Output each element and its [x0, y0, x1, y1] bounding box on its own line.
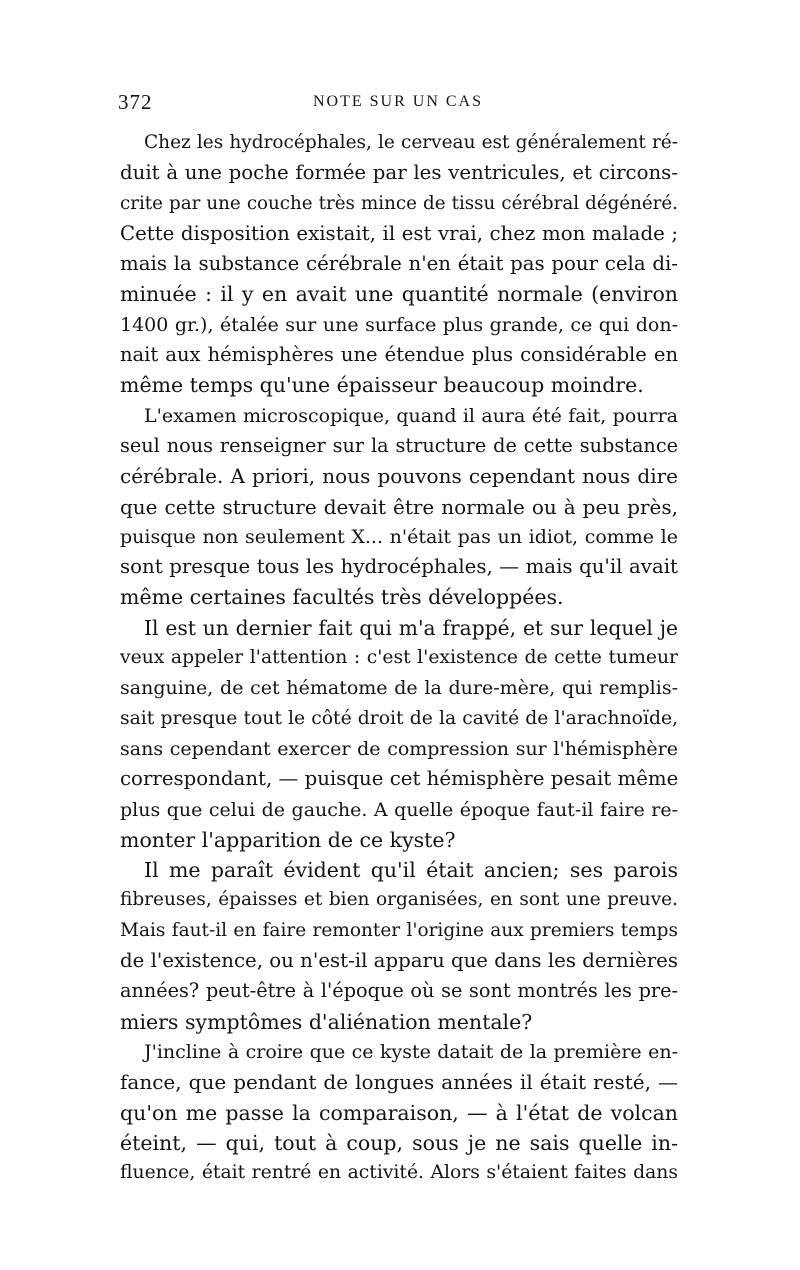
text-line: sans cependant exercer de compression sur l'hémisphère: [120, 737, 678, 760]
body-text: [120, 128, 678, 1188]
text-line: plus que celui de gauche. A quelle époque faut-il faire re-: [120, 798, 678, 821]
text-line: qu'on me passe la comparaison, — à l'état de volcan: [120, 1100, 678, 1125]
text-line: fluence, était rentré en activité. Alors s'étaient faites dans: [120, 1162, 678, 1184]
text-line: monter l'apparition de ce kyste?: [120, 827, 456, 852]
text-line: sanguine, de cet hématome de la dure-mère, qui remplis-: [120, 677, 678, 700]
text-line: nait aux hémisphères une étendue plus considérable en: [120, 343, 678, 367]
text-line: mais la substance cérébrale n'en était pas pour cela di-: [120, 252, 678, 276]
text-line: J'incline à croire que ce kyste datait de la première en-: [144, 1040, 678, 1063]
text-line: L'examen microscopique, quand il aura été fait, pourra: [144, 404, 678, 427]
text-line: sait presque tout le côté droit de la cavité de l'arachnoïde,: [120, 707, 678, 729]
text-line: Cette disposition existait, il est vrai, chez mon malade ;: [120, 221, 678, 245]
text-line: puisque non seulement X... n'était pas un idiot, comme le: [120, 525, 678, 548]
text-line: Chez les hydrocéphales, le cerveau est généralement ré-: [144, 132, 678, 153]
text-line: miers symptômes d'aliénation mentale?: [120, 1009, 533, 1034]
text-line: même certaines facultés très développées.: [120, 585, 564, 610]
running-head: [118, 90, 678, 120]
text-line: minuée : il y en avait une quantité normale (environ: [120, 282, 678, 307]
text-line: que cette structure devait être normale ou à peu près,: [120, 494, 678, 519]
text-line: duit à une poche formée par les ventricules, et circons-: [120, 161, 678, 185]
text-line: Mais faut-il en faire remonter l'origine aux premiers temps: [120, 919, 678, 941]
text-line: correspondant, — puisque cet hémisphère pesait même: [120, 767, 678, 791]
text-line: fibreuses, épaisses et bien organisées, en sont une preuve.: [120, 889, 678, 911]
text-line: de l'existence, ou n'est-il apparu que dans les dernières: [120, 949, 678, 973]
text-line: sont presque tous les hydrocéphales, — mais qu'il avait: [120, 555, 678, 579]
text-line: Il me paraît évident qu'il était ancien; ses parois: [144, 858, 678, 883]
text-line: veux appeler l'attention : c'est l'existence de cette tumeur: [120, 647, 678, 669]
text-line: Il est un dernier fait qui m'a frappé, et sur lequel je: [144, 615, 678, 640]
text-line: seul nous renseigner sur la structure de cette substance: [120, 433, 678, 457]
text-line: fance, que pendant de longues années il était resté, —: [120, 1070, 678, 1095]
text-line: éteint, — qui, tout à coup, sous je ne sais quelle in-: [120, 1130, 678, 1155]
text-line: même temps qu'une épaisseur beaucoup moindre.: [120, 373, 644, 398]
text-line: crite par une couche très mince de tissu cérébral dégénéré.: [120, 192, 678, 214]
page-number: 372: [118, 90, 153, 114]
running-title: NOTE SUR UN CAS: [312, 93, 483, 110]
text-line: 1400 gr.), étalée sur une surface plus grande, ce qui don-: [120, 313, 678, 336]
text-line: cérébrale. A priori, nous pouvons cependant nous dire: [120, 464, 678, 489]
text-line: années? peut-être à l'époque où se sont montrés les pre-: [120, 979, 678, 1003]
